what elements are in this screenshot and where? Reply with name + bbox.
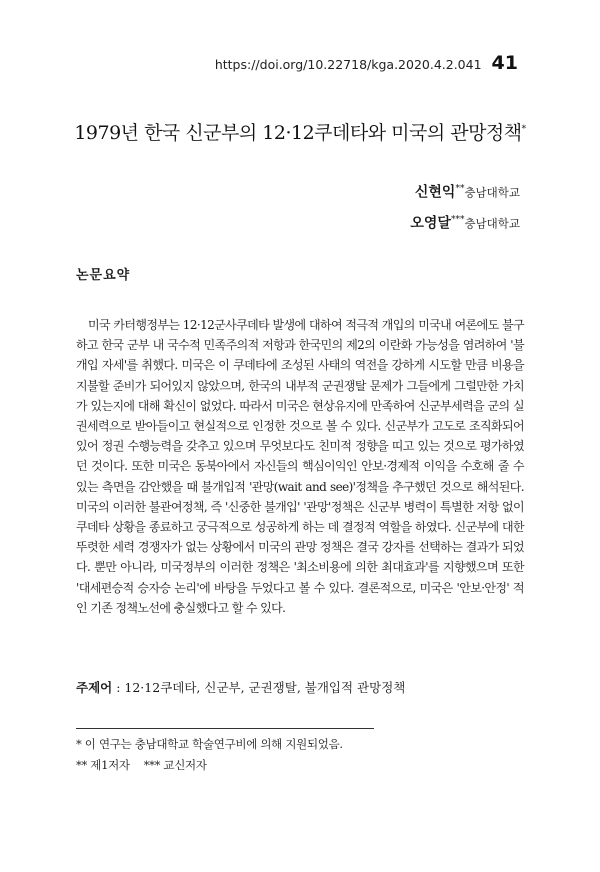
footnote-corresponding-marker: *** [143, 758, 161, 772]
footnote-divider [76, 728, 374, 729]
keywords-line [76, 678, 405, 696]
author-2 [410, 207, 520, 238]
page-header [215, 52, 518, 74]
title-footnote-marker: * [521, 124, 526, 135]
author-2-marker: *** [450, 214, 465, 225]
author-2-affiliation: 충남대학교 [464, 216, 520, 231]
footnote-funding: * 이 연구는 충남대학교 학술연구비에 의해 지원되었음. [76, 737, 343, 751]
keywords-label: 주제어 [76, 680, 113, 695]
keywords-separator: : [112, 680, 125, 695]
author-2-name: 오영달 [410, 215, 451, 232]
footnote-first-author-marker: ** [76, 758, 87, 772]
footnote-corresponding-author: 교신저자 [160, 758, 207, 772]
abstract-body: 미국 카터행정부는 12·12군사쿠데타 발생에 대하여 적극적 개입의 미국내 여론에도 불구하고 한국 군부 내 국수적 민족주의적 저항과 한국민의 제2의 이란화 가능성을 염려하여 '불개입 자세'를 취했다. 미국은 이 쿠데타에 조성된 사태의 역전을 강하게 시도할 만큼 비용을 지불할 준비가 되어있지 않았으며, 한국의 내부적 군권쟁탈 문제가 그들에게 그럴만한 가치가 있는지에 대해 확신이 없었다. 따라서 미국은 현상유지에 만족하여 신군부세력을 군의 실권세력으로 받아들이고 현실적으로 인정한 것으로 볼 수 있다. 신군부가 고도로 조직화되어 있어 정권 수행능력을 갖추고 있으며 무엇보다도 친미적 정향을 띠고 있는 것으로 평가하였던 것이다. 또한 미국은 동북아에서 자신들의 핵심이익인 안보·경제적 이익을 수호해 줄 수 있는 측면을 감안했을 때 불개입적 '관망(wait and see)'정책을 추구했던 것으로 해석된다. 미국의 이러한 불관여정책, 즉 '신중한 불개입' '관망'정책은 신군부 병력이 특별한 저항 없이 쿠데타 상황을 종료하고 궁극적으로 성공하게 하는 데 결정적 역할을 하였다. 신군부에 대한 뚜렷한 세력 경쟁자가 없는 상황에서 미국의 관망 정책은 결국 강자를 선택하는 결과가 되었다. 뿐만 아니라, 미국정부의 이러한 정책은 '최소비용에 의한 최대효과'를 지향했으며 또한 '대세편승적 승자승 논리'에 바탕을 두었다고 볼 수 있다. 결론적으로, 미국은 '안보·안정' 적인 기존 정책노선에 충실했다고 할 수 있다. [76, 318, 524, 615]
footnote-authors [76, 757, 207, 773]
author-1-marker: ** [455, 184, 465, 194]
abstract-heading: 논문요약 [76, 268, 131, 283]
footnote-first-author: 제1저자 [86, 758, 130, 772]
author-1 [410, 176, 520, 207]
author-1-affiliation: 충남대학교 [464, 185, 520, 200]
author-1-name: 신현익 [414, 184, 456, 201]
doi-link[interactable]: https://doi.org/10.22718/kga.2020.4.2.041 [214, 57, 482, 72]
title-text: 1979년 한국 신군부의 12·12쿠데타와 미국의 관망정책 [74, 122, 522, 144]
page-number: 41 [491, 52, 518, 74]
paper-title [0, 118, 600, 145]
author-block [410, 176, 520, 237]
keywords-value: 12·12쿠데타, 신군부, 군권쟁탈, 불개입적 관망정책 [124, 680, 406, 695]
